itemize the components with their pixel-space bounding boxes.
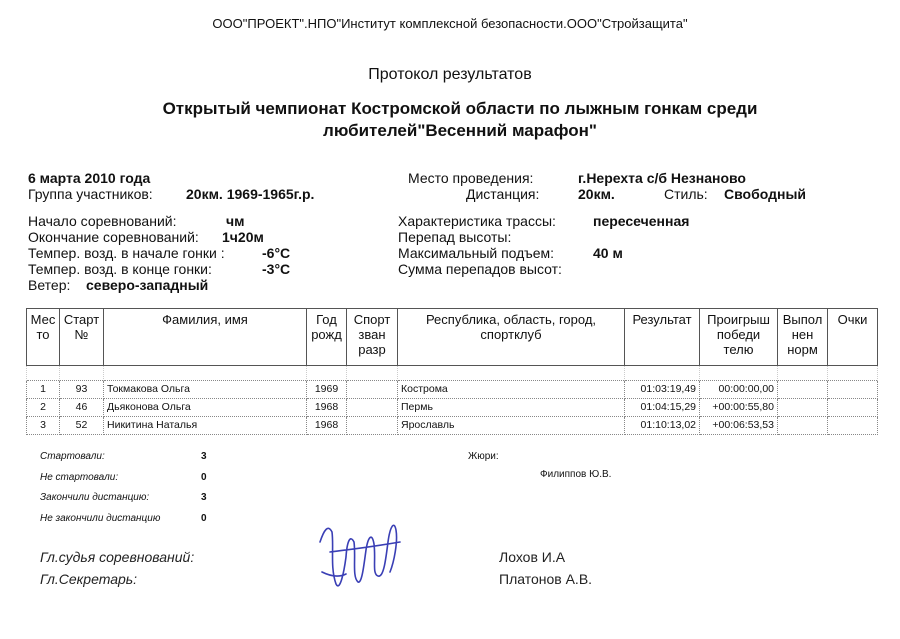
wind-value: северо-западный [86,277,209,293]
cell-rank [347,417,398,435]
header-norm: Выпол нен норм [778,309,828,366]
event-date: 6 марта 2010 года [28,170,151,186]
document-title: Протокол результатов [368,66,532,83]
group-label: Группа участников: [28,186,153,202]
secretary-name: Платонов А.В. [499,571,593,587]
total-climb-label: Сумма перепадов высот: [398,261,562,277]
start-label: Начало соревнований: [28,213,177,229]
distance-label: Дистанция: [466,186,540,202]
header-result: Результат [625,309,700,366]
started-label: Стартовали: [40,451,105,462]
cell-points [828,399,878,417]
max-climb-label: Максимальный подъем: [398,245,555,261]
cell-norm [778,417,828,435]
secretary-label: Гл.Секретарь: [40,571,138,587]
cell-year: 1968 [307,417,347,435]
track-label: Характеристика трассы: [398,213,556,229]
cell-place: 2 [27,399,60,417]
event-title: Открытый чемпионат Костромской области по лыжным гонкам среди любителей"Весенний марафон" [162,99,758,140]
end-value: 1ч20м [222,229,264,245]
table-spacer-row [27,366,878,381]
jury-label: Жюри: [468,451,499,462]
header-rank: Спорт зван разр [347,309,398,366]
temp-start-value: -6°С [262,245,291,261]
results-table [26,308,878,435]
finished-label: Закончили дистанцию: [40,492,150,503]
cell-name: Никитина Наталья [104,417,307,435]
cell-points [828,381,878,399]
cell-points [828,417,878,435]
chief-judge-label: Гл.судья соревнований: [40,549,195,565]
temp-end-value: -3°С [262,261,291,277]
table-row [27,381,878,399]
cell-region: Пермь [398,399,625,417]
cell-year: 1968 [307,399,347,417]
header-region: Республика, область, город, спортклуб [398,309,625,366]
header-points: Очки [828,309,878,366]
cell-bib: 93 [60,381,104,399]
cell-region: Кострома [398,381,625,399]
cell-year: 1969 [307,381,347,399]
cell-place: 3 [27,417,60,435]
style-value: Свободный [724,186,807,202]
temp-start-label: Темпер. возд. в начале гонки : [28,245,225,261]
venue-value: г.Нерехта с/б Незнаново [578,170,746,186]
cell-place: 1 [27,381,60,399]
header-year: Год рожд [307,309,347,366]
not-started-value: 0 [201,472,207,483]
end-label: Окончание соревнований: [28,229,199,245]
start-value: чм [226,213,245,229]
cell-norm [778,381,828,399]
max-climb-value: 40 м [593,245,623,261]
chief-judge-name: Лохов И.А [499,549,566,565]
started-value: 3 [201,451,207,462]
table-row [27,417,878,435]
cell-bib: 52 [60,417,104,435]
cell-norm [778,399,828,417]
table-header-row [27,309,878,366]
style-label: Стиль: [664,186,708,202]
organizers-line: ООО"ПРОЕКТ".НПО"Институт комплексной безопасности.ООО"Стройзащита" [212,16,688,31]
finished-value: 3 [201,492,207,503]
header-name: Фамилия, имя [104,309,307,366]
jury-member: Филиппов Ю.В. [540,469,612,480]
distance-value: 20км. [578,186,615,202]
venue-label: Место проведения: [408,170,534,186]
cell-name: Дьяконова Ольга [104,399,307,417]
temp-end-label: Темпер. возд. в конце гонки: [28,261,212,277]
cell-name: Токмакова Ольга [104,381,307,399]
cell-behind: +00:06:53,53 [700,417,778,435]
header-bib: Старт № [60,309,104,366]
height-diff-label: Перепад высоты: [398,229,512,245]
wind-label: Ветер: [28,277,71,293]
cell-behind: +00:00:55,80 [700,399,778,417]
not-finished-value: 0 [201,513,207,524]
header-place: Мес то [27,309,60,366]
cell-result: 01:10:13,02 [625,417,700,435]
not-finished-label: Не закончили дистанцию [40,513,161,524]
table-row [27,399,878,417]
header-behind: Проигрыш победи телю [700,309,778,366]
not-started-label: Не стартовали: [40,472,119,483]
handwritten-signature [310,512,405,597]
cell-result: 01:04:15,29 [625,399,700,417]
cell-region: Ярославль [398,417,625,435]
cell-rank [347,399,398,417]
group-value: 20км. 1969-1965г.р. [186,186,315,202]
cell-behind: 00:00:00,00 [700,381,778,399]
cell-bib: 46 [60,399,104,417]
cell-result: 01:03:19,49 [625,381,700,399]
track-value: пересеченная [593,213,690,229]
cell-rank [347,381,398,399]
